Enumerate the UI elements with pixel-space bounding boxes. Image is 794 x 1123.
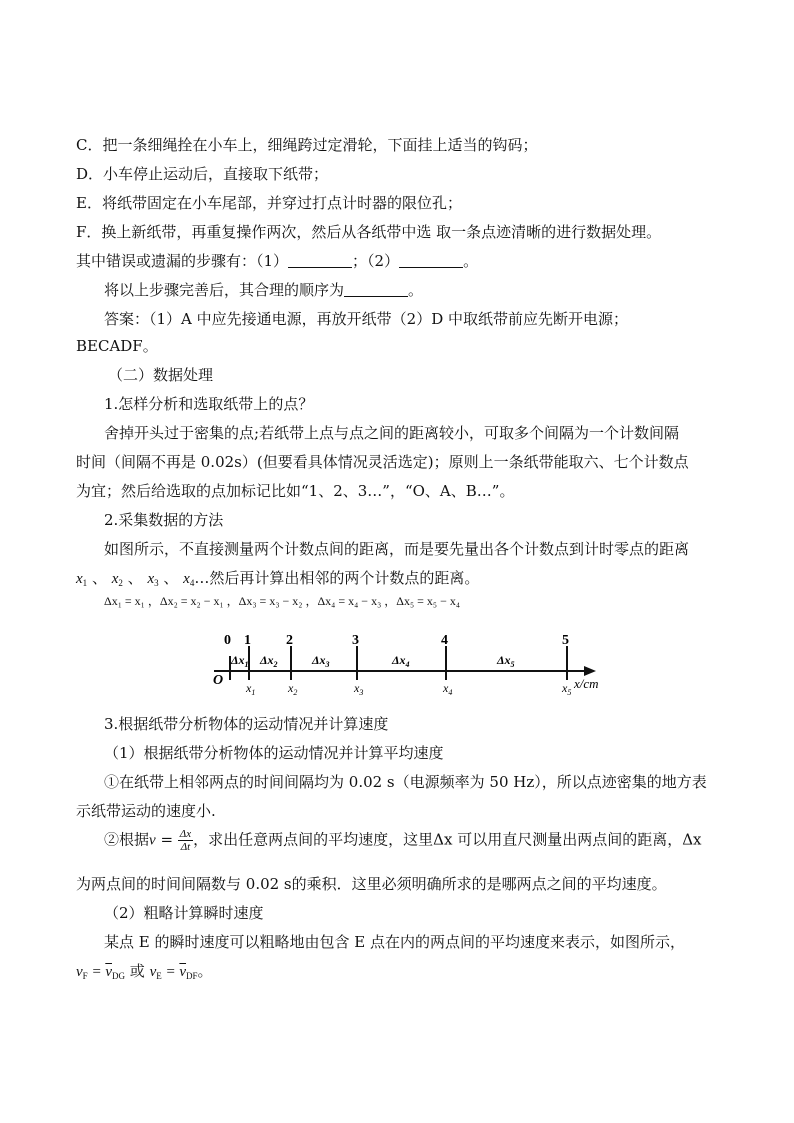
section-title: （二）数据处理: [108, 366, 214, 384]
para-1b: 时间（间隔不再是 0.02s）(但要看具体情况灵活选定)；原则上一条纸带能取六、七个计数点: [76, 453, 689, 471]
para-1c: 为宜；然后给选取的点加标记比如“1、2、3…”，“O、A、B…”。: [76, 482, 515, 500]
ve-formula-2: $v_E = \overline{v}_{DF}$: [149, 964, 198, 981]
x-label-2: $x_2$: [288, 681, 298, 697]
para-1a: 舍掉开头过于密集的点;若纸带上点与点之间的距离较小，可取多个间隔为一个计数间隔: [104, 424, 680, 442]
errors-mid: ；（2）: [352, 252, 400, 270]
para-2b: $x_1$ 、 $x_2$ 、 $x_3$ 、 $x_4\dots$然后再计算出相邻的两个计数点的距离。: [76, 569, 480, 588]
question-2: 2.采集数据的方法: [104, 511, 224, 529]
answer-line-1: 答案：（1）A 中应先接通电源，再放开纸带（2）D 中取纸带前应先断开电源；: [104, 310, 628, 328]
x-label-3: $x_3$: [354, 681, 364, 697]
para-4b: [76, 961, 213, 986]
x-label-5: $x_5$: [562, 681, 572, 697]
errors-prefix: 其中错误或遗漏的步骤有：（1）: [76, 252, 289, 270]
x3-symbol: $x_3$: [147, 571, 159, 588]
step-c: C．把一条细绳拴在小车上，细绳跨过定滑轮，下面挂上适当的钩码；: [76, 136, 538, 154]
axis-arrow: [584, 666, 596, 676]
para-3b: 示纸带运动的速度小.: [76, 802, 216, 820]
ve-formula-1: $v_F = \overline{v}_{DG}$: [76, 964, 125, 981]
para-3c: ②根据v = $\frac{\Delta x}{\Delta t}$ ，求出任意两点间的平均速度，这里Δx 可以用直尺测量出两点间的距离，Δx: [104, 828, 702, 853]
point-label-4: 4: [441, 633, 448, 648]
x2-symbol: $x_2$: [111, 571, 123, 588]
point-label-2: 2: [286, 633, 293, 648]
errors-end: 。: [463, 252, 479, 270]
answer-blank-2: [399, 253, 463, 268]
point-label-5: 5: [562, 633, 569, 648]
step-d: D．小车停止运动后，直接取下纸带；: [76, 165, 329, 183]
para-2b-tail: …然后再计算出相邻的两个计数点的距离。: [194, 569, 480, 587]
or-word: 或: [129, 962, 145, 980]
step-f: F．换上新纸带，再重复操作两次，然后从各纸带中选 取一条点迹清晰的进行数据处理。: [76, 223, 662, 241]
x4-symbol: $x_4$: [183, 571, 195, 588]
velocity-fraction: [178, 828, 193, 853]
v-symbol: v: [149, 832, 156, 849]
question-3-2: （2）粗略计算瞬时速度: [104, 904, 264, 922]
x1-symbol: $x_1$: [76, 571, 88, 588]
para-3d: 为两点间的时间间隔数与 0.02 s的乘积．这里必须明确所求的是哪两点之间的平均速度。: [76, 875, 667, 893]
question-1: 1.怎样分析和选取纸带上的点？: [104, 395, 314, 413]
para-3c-post: ，求出任意两点间的平均速度，这里Δx 可以用直尺测量出两点间的距离，Δx: [193, 830, 702, 849]
order-prefix: 将以上步骤完善后，其合理的顺序为: [104, 281, 345, 299]
origin-label: O: [213, 673, 224, 688]
tape-diagram: [204, 630, 644, 702]
order-line: [104, 280, 423, 300]
para-3a: ①在纸带上相邻两点的时间间隔均为 0.02 s（电源频率为 50 Hz），所以点迹密集的地方表: [104, 773, 707, 791]
answer-blank-1: [288, 253, 352, 268]
axis-label: x/cm: [574, 676, 599, 691]
fraction-numerator: Δx: [179, 828, 192, 840]
para-4b-end: 。: [197, 962, 213, 980]
para-4a: 某点 E 的瞬时速度可以粗略地由包含 E 点在内的两点间的平均速度来表示，如图所示，: [104, 933, 685, 951]
order-end: 。: [408, 281, 424, 299]
delta-label-4: $\Delta x_4$: [392, 653, 410, 669]
point-label-0: 0: [224, 633, 231, 648]
step-e: E．将纸带固定在小车尾部，并穿过打点计时器的限位孔；: [76, 194, 462, 212]
x-label-1: $x_1$: [246, 681, 256, 697]
para-3c-pre: ②根据: [104, 830, 150, 849]
errors-line: [76, 251, 478, 271]
question-3: 3.根据纸带分析物体的运动情况并计算速度: [104, 715, 389, 733]
para-2a: 如图所示，不直接测量两个计数点间的距离，而是要先量出各个计数点到计时零点的距离: [104, 540, 690, 558]
point-label-1: 1: [244, 633, 251, 648]
answer-line-2: BECADF。: [76, 337, 158, 355]
x-label-4: $x_4$: [443, 681, 453, 697]
answer-blank-3: [344, 282, 408, 297]
delta-label-1: $\Delta x_1$: [231, 653, 249, 669]
question-3-1: （1）根据纸带分析物体的运动情况并计算平均速度: [104, 744, 444, 762]
point-label-3: 3: [352, 633, 359, 648]
delta-label-5: $\Delta x_5$: [497, 653, 515, 669]
delta-label-2: $\Delta x_2$: [260, 653, 278, 669]
delta-label-3: $\Delta x_3$: [312, 653, 330, 669]
delta-formula: Δx₁ = x₁ ，Δx₂ = x₂ − x₁ ，Δx₃ = x₃ − x₂ ，Δx₄ = x₄ − x₃ ，Δx₅ = x₅ − x₄: [104, 594, 461, 608]
fraction-denominator: Δt: [180, 841, 191, 853]
